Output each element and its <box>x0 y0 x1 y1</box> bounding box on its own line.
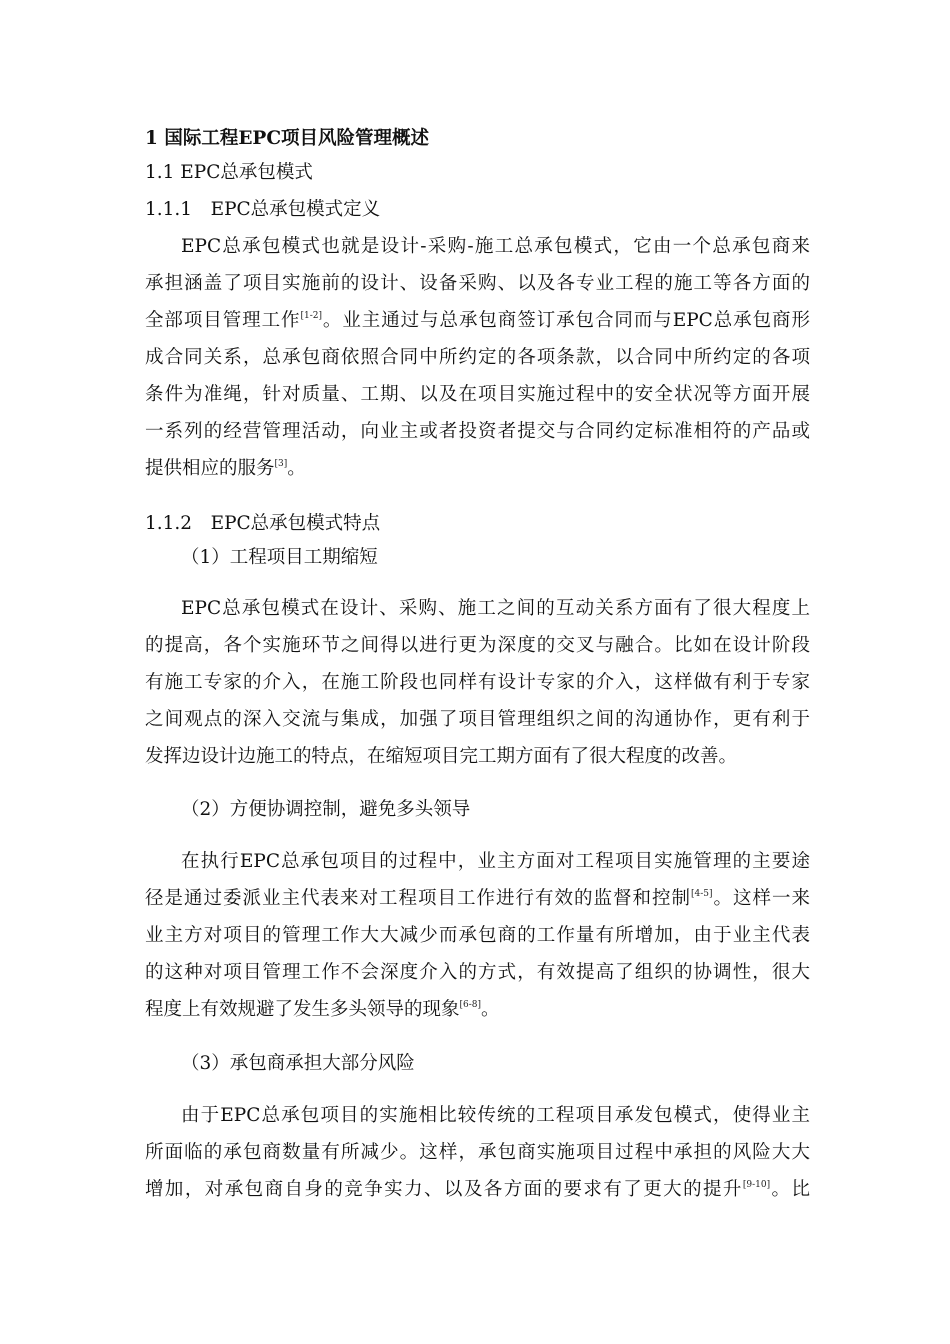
subheading-item-2: （2）方便协调控制，避免多头领导 <box>181 799 471 820</box>
paragraph-line: 业主方对项目的管理工作大大减少而承包商的工作量有所增加，由于业主代表 <box>145 925 810 946</box>
paragraph-line <box>145 457 810 481</box>
paragraph-line: EPC总承包模式也就是设计-采购-施工总承包模式，它由一个总承包商来 <box>181 236 810 257</box>
subheading-item-3: （3）承包商承担大部分风险 <box>181 1053 415 1074</box>
paragraph-line <box>145 998 810 1022</box>
paragraph-line: 成合同关系，总承包商依照合同中所约定的各项条款，以合同中所约定的各项 <box>145 347 810 368</box>
paragraph-line: 之间观点的深入交流与集成，加强了项目管理组织之间的沟通协作，更有利于 <box>145 709 810 730</box>
paragraph-line: 条件为准绳，针对质量、工期、以及在项目实施过程中的安全状况等方面开展 <box>145 384 810 405</box>
heading-chapter-1: 1 国际工程EPC项目风险管理概述 <box>145 128 430 149</box>
paragraph-line: 所面临的承包商数量有所减少。这样，承包商实施项目过程中承担的风险大大 <box>145 1142 810 1163</box>
paragraph-text: 。 <box>287 458 306 479</box>
heading-section-1-1-1: 1.1.1 EPC总承包模式定义 <box>145 199 381 220</box>
paragraph-line: 有施工专家的介入，在施工阶段也同样有设计专家的介入，这样做有利于专家 <box>145 672 810 693</box>
paragraph-text: 。这样一来 <box>712 888 810 909</box>
paragraph-line <box>145 309 810 333</box>
citation-ref: [1-2] <box>300 311 322 321</box>
paragraph-line: 一系列的经营管理活动，向业主或者投资者提交与合同约定标准相符的产品或 <box>145 421 810 442</box>
paragraph-text: 。业主通过与总承包商签订承包合同而与EPC总承包商形 <box>321 310 810 331</box>
paragraph-line: 在执行EPC总承包项目的过程中，业主方面对工程项目实施管理的主要途 <box>181 851 810 872</box>
subheading-item-1: （1）工程项目工期缩短 <box>181 547 378 568</box>
paragraph-text: 提供相应的服务 <box>145 458 275 479</box>
citation-ref: [9-10] <box>742 1180 771 1190</box>
paragraph-text: 全部项目管理工作 <box>145 310 301 331</box>
paragraph-text: 增加，对承包商自身的竞争实力、以及各方面的要求有了更大的提升 <box>145 1179 743 1200</box>
paragraph-line: 由于EPC总承包项目的实施相比较传统的工程项目承发包模式，使得业主 <box>181 1105 810 1126</box>
paragraph-line: EPC总承包模式在设计、采购、施工之间的互动关系方面有了很大程度上 <box>181 598 810 619</box>
paragraph-text: 程度上有效规避了发生多头领导的现象 <box>145 999 460 1020</box>
paragraph-line: 承担涵盖了项目实施前的设计、设备采购、以及各专业工程的施工等各方面的 <box>145 273 810 294</box>
paragraph-line: 的这种对项目管理工作不会深度介入的方式，有效提高了组织的协调性，很大 <box>145 962 810 983</box>
paragraph-line: 发挥边设计边施工的特点，在缩短项目完工期方面有了很大程度的改善。 <box>145 746 738 767</box>
citation-ref: [3] <box>274 459 288 469</box>
paragraph-line: 的提高，各个实施环节之间得以进行更为深度的交叉与融合。比如在设计阶段 <box>145 635 810 656</box>
paragraph-line <box>145 1178 810 1202</box>
heading-section-1-1: 1.1 EPC总承包模式 <box>145 162 313 183</box>
paragraph-text: 径是通过委派业主代表来对工程项目工作进行有效的监督和控制 <box>145 888 691 909</box>
citation-ref: [4-5] <box>690 889 713 899</box>
paragraph-text: 。 <box>481 999 500 1020</box>
paragraph-text: 。比 <box>770 1179 810 1200</box>
paragraph-line <box>145 887 810 911</box>
citation-ref: [6-8] <box>459 1000 482 1010</box>
heading-section-1-1-2: 1.1.2 EPC总承包模式特点 <box>145 513 381 534</box>
